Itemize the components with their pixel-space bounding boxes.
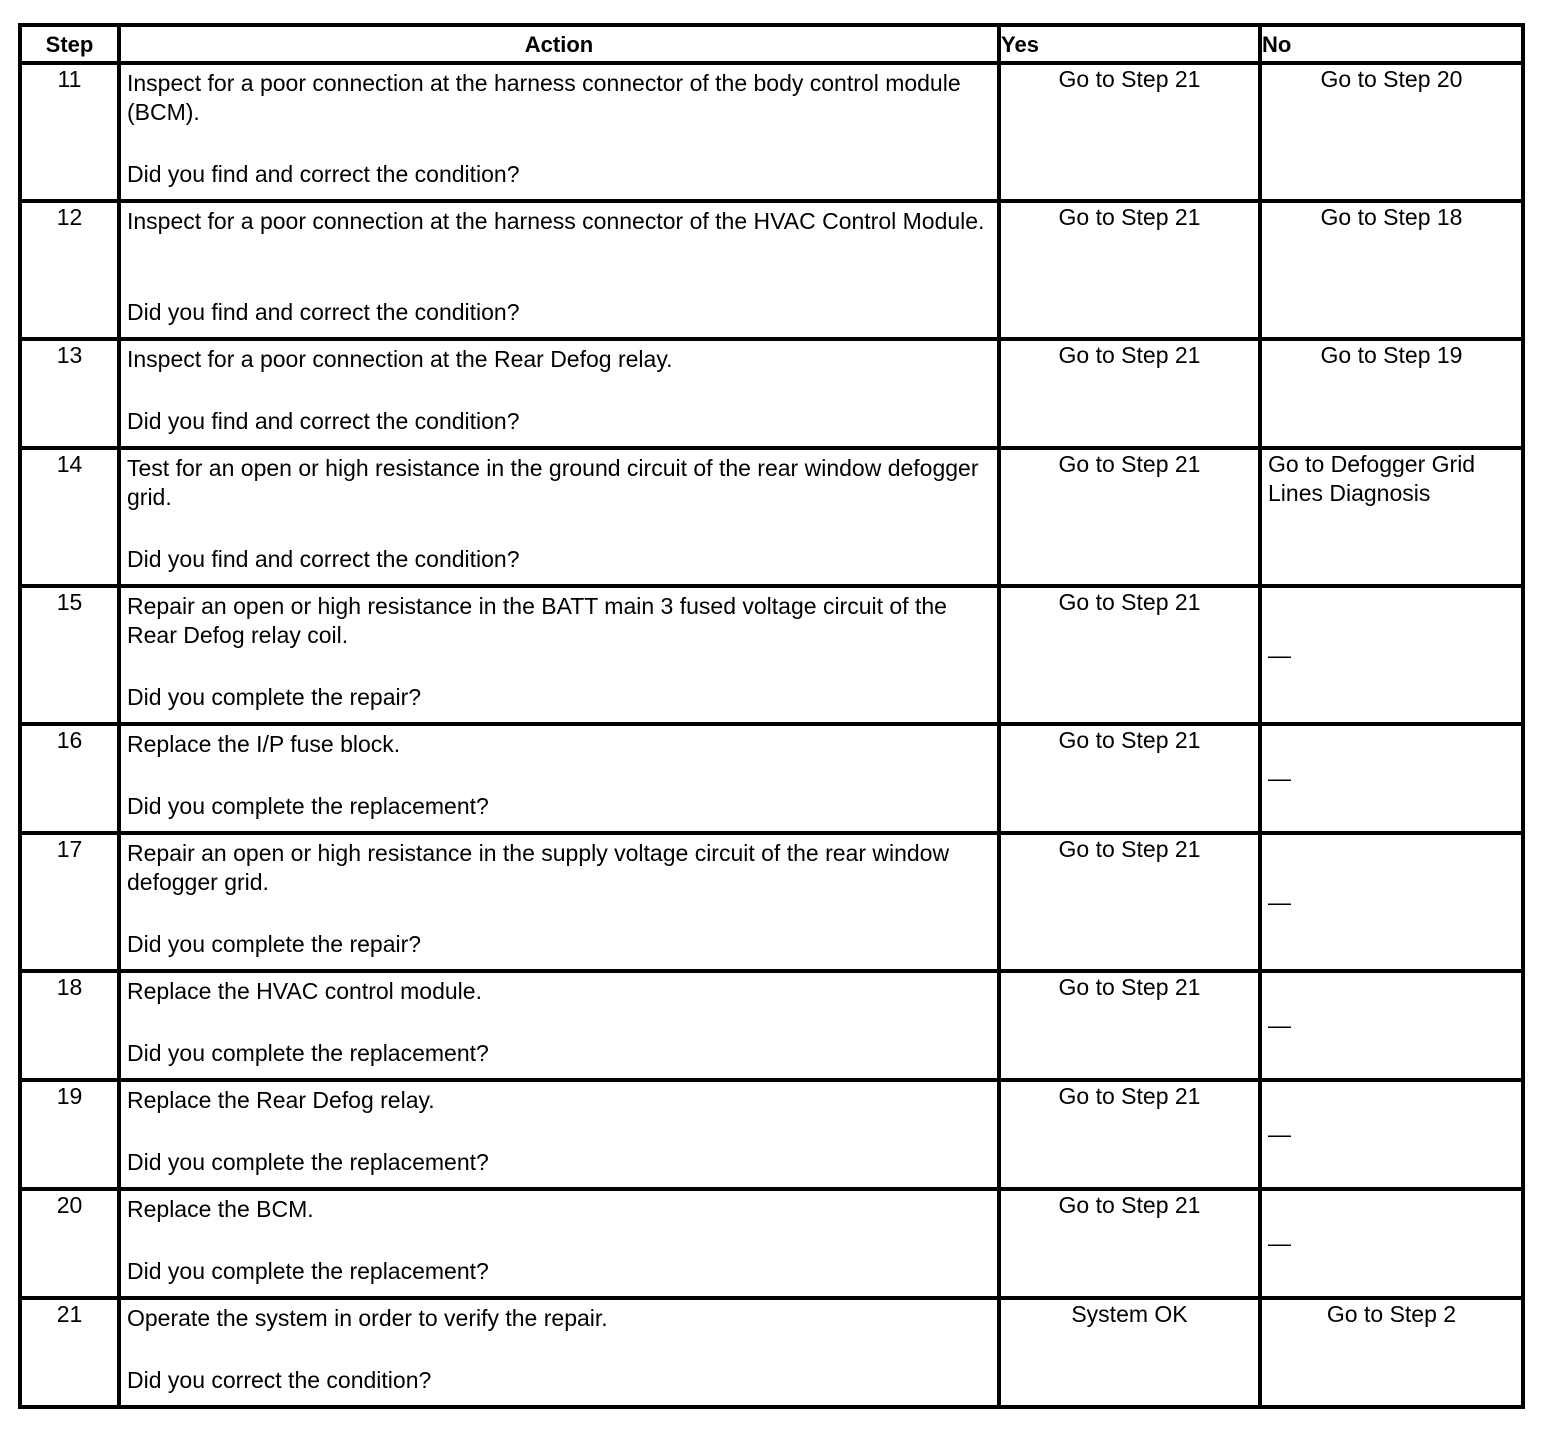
action-cell [119,724,999,833]
table-row [20,1298,1523,1407]
step-number: 21 [20,1298,119,1407]
no-result: — [1260,724,1523,833]
no-result: Go to Step 2 [1260,1298,1523,1407]
header-step: Step [20,25,119,63]
action-question: Did you complete the replacement? [127,793,489,819]
step-number: 18 [20,971,119,1080]
table-row [20,339,1523,448]
step-number: 13 [20,339,119,448]
action-text: Inspect for a poor connection at the harness connector of the body control module (BCM). [127,70,961,125]
header-no: No [1260,25,1523,63]
no-result: — [1260,1189,1523,1298]
action-text: Inspect for a poor connection at the harness connector of the HVAC Control Module. [127,208,985,234]
action-cell [119,833,999,971]
header-action: Action [119,25,999,63]
yes-result: Go to Step 21 [999,201,1260,339]
no-result: — [1260,586,1523,724]
action-cell [119,339,999,448]
action-text: Operate the system in order to verify the repair. [127,1305,608,1331]
yes-result: Go to Step 21 [999,833,1260,971]
action-text: Replace the BCM. [127,1196,314,1222]
step-number: 14 [20,448,119,586]
action-cell [119,63,999,201]
header-row [20,25,1523,63]
table-row [20,448,1523,586]
action-text: Replace the I/P fuse block. [127,731,401,757]
action-question: Did you find and correct the condition? [127,161,520,187]
action-text: Test for an open or high resistance in the ground circuit of the rear window defogger grid. [127,455,979,510]
table-row [20,586,1523,724]
table-row [20,1080,1523,1189]
yes-result: Go to Step 21 [999,448,1260,586]
table-row [20,1189,1523,1298]
step-number: 15 [20,586,119,724]
yes-result: System OK [999,1298,1260,1407]
action-question: Did you find and correct the condition? [127,299,520,325]
no-result: Go to Step 18 [1260,201,1523,339]
step-number: 12 [20,201,119,339]
yes-result: Go to Step 21 [999,1080,1260,1189]
step-number: 17 [20,833,119,971]
action-text: Inspect for a poor connection at the Rear Defog relay. [127,346,673,372]
yes-result: Go to Step 21 [999,724,1260,833]
action-text: Replace the HVAC control module. [127,978,482,1004]
action-cell [119,1080,999,1189]
action-question: Did you complete the replacement? [127,1040,489,1066]
step-number: 11 [20,63,119,201]
table-row [20,833,1523,971]
no-result: — [1260,1080,1523,1189]
action-question: Did you correct the condition? [127,1367,432,1393]
action-question: Did you complete the repair? [127,931,422,957]
yes-result: Go to Step 21 [999,63,1260,201]
no-result: — [1260,833,1523,971]
yes-result: Go to Step 21 [999,339,1260,448]
action-cell [119,1298,999,1407]
yes-result: Go to Step 21 [999,971,1260,1080]
action-cell [119,586,999,724]
table-row [20,201,1523,339]
action-text: Replace the Rear Defog relay. [127,1087,435,1113]
action-text: Repair an open or high resistance in the BATT main 3 fused voltage circuit of the Rear Defog relay coil. [127,593,947,648]
step-number: 20 [20,1189,119,1298]
yes-result: Go to Step 21 [999,1189,1260,1298]
yes-result: Go to Step 21 [999,586,1260,724]
no-result: — [1260,971,1523,1080]
action-text: Repair an open or high resistance in the supply voltage circuit of the rear window defogger grid. [127,840,950,895]
action-cell [119,448,999,586]
step-number: 16 [20,724,119,833]
action-question: Did you complete the repair? [127,684,422,710]
header-yes: Yes [999,25,1260,63]
step-number: 19 [20,1080,119,1189]
action-question: Did you find and correct the condition? [127,546,520,572]
action-cell [119,201,999,339]
action-question: Did you find and correct the condition? [127,408,520,434]
table-row [20,63,1523,201]
diagnostic-steps-table [18,23,1525,1409]
table-row [20,971,1523,1080]
action-cell [119,1189,999,1298]
no-result: Go to Step 19 [1260,339,1523,448]
no-result: Go to Step 20 [1260,63,1523,201]
action-cell [119,971,999,1080]
action-question: Did you complete the replacement? [127,1149,489,1175]
action-question: Did you complete the replacement? [127,1258,489,1284]
no-result: Go to Defogger Grid Lines Diagnosis [1260,448,1523,586]
table-row [20,724,1523,833]
